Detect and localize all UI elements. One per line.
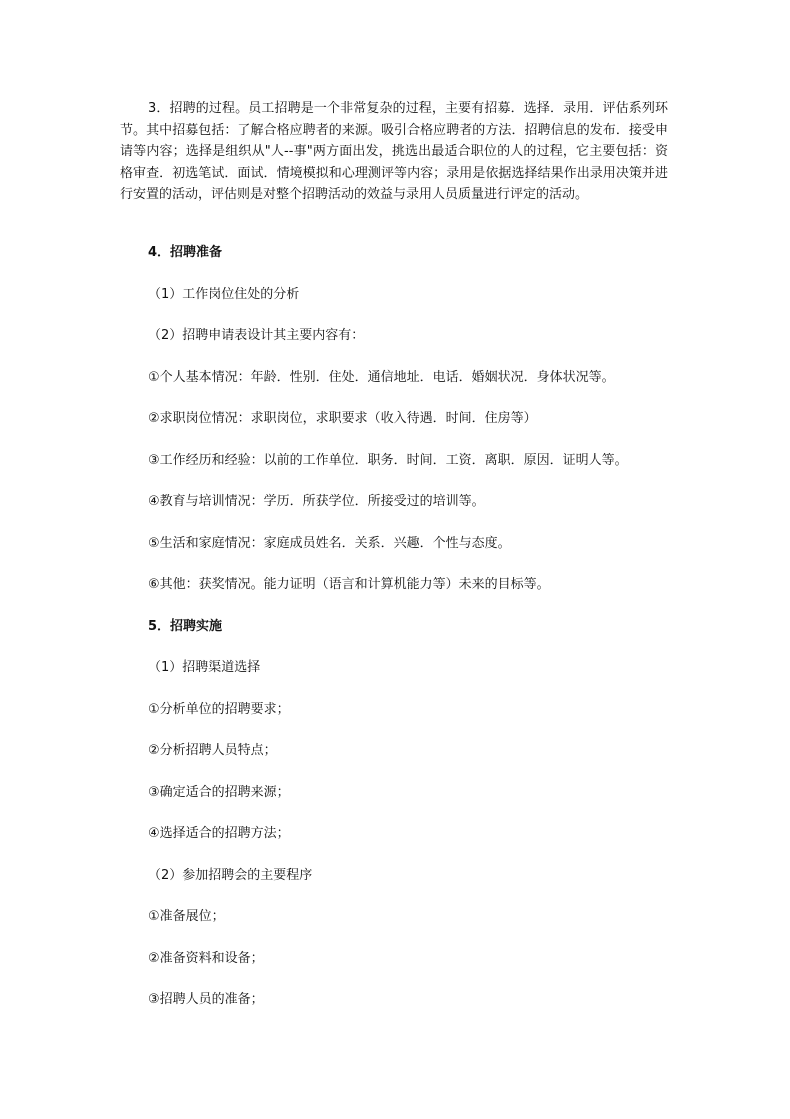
list-item: ②准备资料和设备； [148,951,264,966]
list-item: ①分析单位的招聘要求； [148,702,290,717]
list-item: ②分析招聘人员特点； [148,743,277,758]
list-item: ④选择适合的招聘方法； [148,826,290,841]
list-item: ①个人基本情况：年龄．性别．住处．通信地址．电话．婚姻状况．身体状况等。 [148,370,615,385]
list-item: ②求职岗位情况：求职岗位，求职要求（收入待遇．时间．住房等） [148,411,537,426]
sub-heading-1: （1）招聘渠道选择 [148,660,261,675]
list-item: ③招聘人员的准备； [148,992,264,1007]
sub-heading-2: （2）参加招聘会的主要程序 [148,868,313,883]
sub-heading-2: （2）招聘申请表设计其主要内容有： [148,328,365,343]
list-item: ⑤生活和家庭情况：家庭成员姓名．关系．兴趣．个性与态度。 [148,536,511,551]
section-heading-5: 5．招聘实施 [148,619,223,634]
section-heading-4: 4．招聘准备 [148,245,223,260]
list-item: ④教育与培训情况：学历．所获学位．所接受过的培训等。 [148,494,485,509]
list-item: ①准备展位； [148,909,225,924]
sub-heading-1: （1）工作岗位住处的分析 [148,287,300,302]
list-item: ③确定适合的招聘来源； [148,785,290,800]
list-item: ③工作经历和经验：以前的工作单位．职务．时间．工资．离职．原因．证明人等。 [148,453,628,468]
intro-paragraph: 3．招聘的过程。员工招聘是一个非常复杂的过程，主要有招募．选择．录用．评估系列环节。其中招募包括：了解合格应聘者的来源。吸引合格应聘者的方法．招聘信息的发布．接受申请等内容；选择是组织从"人--事"两方面出发，挑选出最适合职位的人的过程，它主要包括：资格审查．初选笔试．面试．情境模拟和心理测评等内容；录用是依据选择结果作出录用决策并进行安置的活动，评估则是对整个招聘活动的效益与录用人员质量进行评定的活动。 [120,101,668,203]
list-item: ⑥其他：获奖情况。能力证明（语言和计算机能力等）未来的目标等。 [148,577,550,592]
